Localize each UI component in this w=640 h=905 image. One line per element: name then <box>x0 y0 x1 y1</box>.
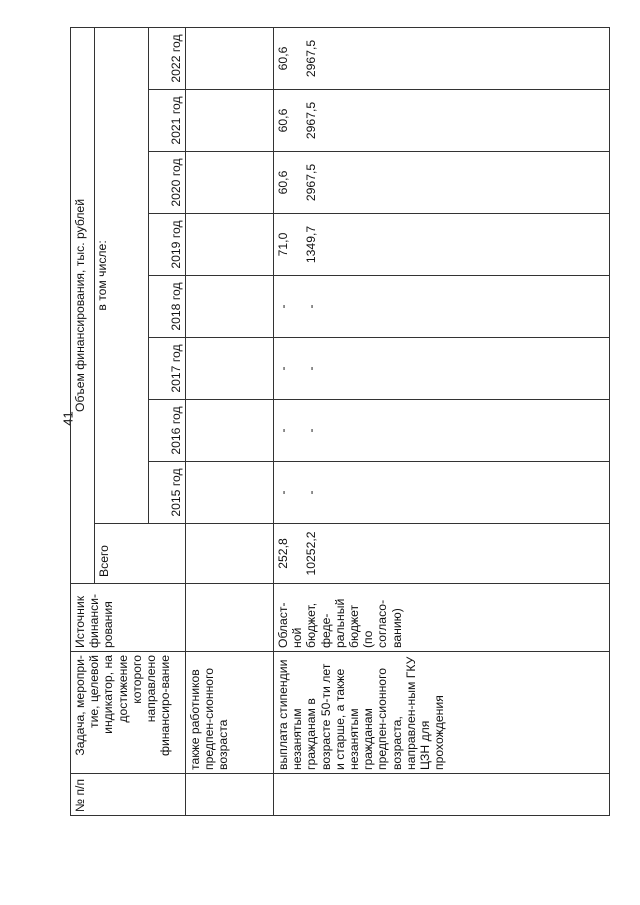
row-source <box>185 584 273 652</box>
row-year-value <box>185 27 273 89</box>
table-row <box>185 27 273 815</box>
header-row-1 <box>71 27 95 815</box>
row-year-value <box>185 90 273 152</box>
row-year-value <box>185 276 273 338</box>
year-2019: 2019 год <box>148 214 185 276</box>
row-source: Област-ной бюджет, феде-ральный бюджет (по согласо-ванию) <box>274 584 610 652</box>
table-row <box>274 27 610 815</box>
row-year-value: - - <box>274 276 610 338</box>
row-year-value: - - <box>274 338 610 400</box>
header-including: в том числе: <box>95 27 148 523</box>
row-year-value: - - <box>274 462 610 524</box>
row-task: также работников предпен-сионного возраста <box>185 652 273 774</box>
header-volume: Объем финансирования, тыс. рублей <box>71 27 95 583</box>
table-container <box>70 28 610 816</box>
header-num: № п/п <box>71 774 186 816</box>
row-year-value <box>185 462 273 524</box>
financing-table <box>70 27 610 816</box>
year-2018: 2018 год <box>148 276 185 338</box>
year-2021: 2021 год <box>148 90 185 152</box>
row-year-value: 60,6 2967,5 <box>274 90 610 152</box>
row-year-value: 71,0 1349,7 <box>274 214 610 276</box>
year-2017: 2017 год <box>148 338 185 400</box>
header-source: Источник финанси-рования <box>71 584 186 652</box>
row-total <box>185 524 273 584</box>
row-year-value: - - <box>274 400 610 462</box>
year-2015: 2015 год <box>148 462 185 524</box>
year-2022: 2022 год <box>148 27 185 89</box>
row-year-value: 60,6 2967,5 <box>274 152 610 214</box>
row-year-value <box>185 338 273 400</box>
row-year-value: 60,6 2967,5 <box>274 27 610 89</box>
year-2020: 2020 год <box>148 152 185 214</box>
row-year-value <box>185 152 273 214</box>
row-year-value <box>185 400 273 462</box>
row-num <box>274 774 610 816</box>
rotated-sheet <box>70 28 610 816</box>
header-task: Задача, меропри-тие, целевой индикатор, на достижение которого направлено финансиро-вание <box>71 652 186 774</box>
header-total: Всего <box>95 524 186 584</box>
row-num <box>185 774 273 816</box>
row-task: выплата стипендии незанятым гражданам в возрасте 50-ти лет и старше, а также незанятым гражданам предпен-сионного возраста, направлен-ным ГКУ ЦЗН для прохождения <box>274 652 610 774</box>
row-year-value <box>185 214 273 276</box>
page-number: 41 <box>60 411 76 426</box>
row-total: 252,8 10252,2 <box>274 524 610 584</box>
year-2016: 2016 год <box>148 400 185 462</box>
